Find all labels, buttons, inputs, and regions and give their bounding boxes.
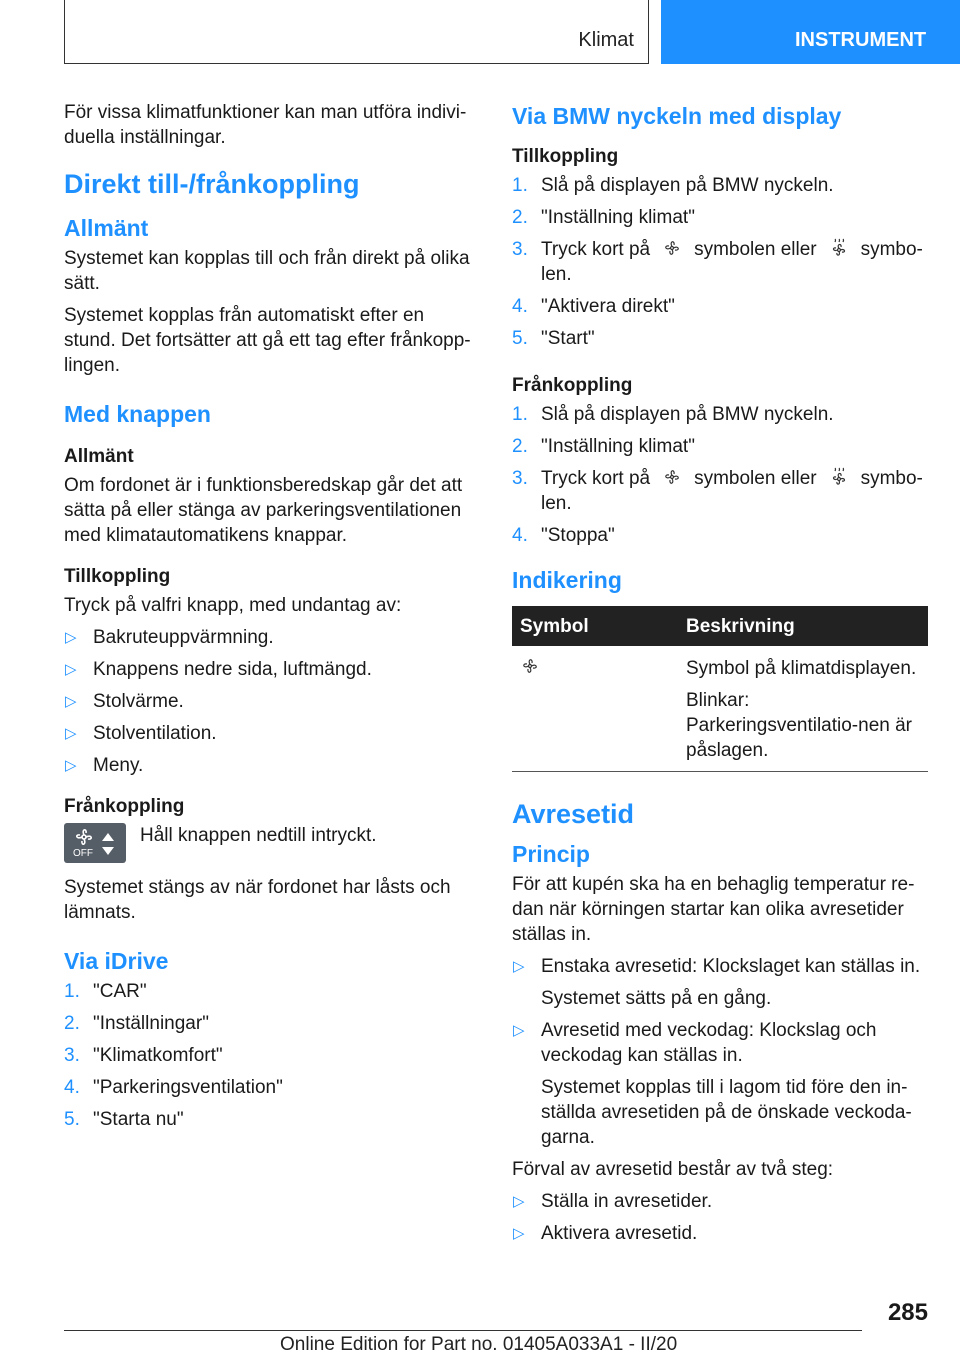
list-item: 5. "Start" <box>512 328 595 349</box>
list-item: ▷ Avresetid med veckodag: Klockslag och veckodag kan ställas in. <box>513 1020 877 1066</box>
heading-indikering: Indikering <box>512 567 622 593</box>
table-row <box>512 646 928 772</box>
triangle-bullet-icon: ▷ <box>513 1022 525 1039</box>
sub-paragraph: Systemet sätts på en gång. <box>541 988 772 1009</box>
intro-text: För vissa klimatfunktioner kan man utföra indivi-duella inställningar. <box>64 102 467 148</box>
forval-steps <box>512 1189 928 1246</box>
fan-icon <box>520 656 540 676</box>
edition-text: Online Edition for Part no. 01405A033A1 - II/20 <box>280 1334 678 1355</box>
list-item: 1. "CAR" <box>64 981 147 1002</box>
list-item: ▷ Knappens nedre sida, luftmängd. <box>65 659 372 680</box>
header-frame <box>64 0 649 64</box>
list-item: 2. "Inställningar" <box>64 1013 209 1034</box>
avresetid-types <box>512 1018 928 1068</box>
table-header-description: Beskrivning <box>678 606 928 646</box>
triangle-bullet-icon: ▷ <box>65 629 77 646</box>
list-item: 4. "Stoppa" <box>512 525 615 546</box>
list-item: 4. "Parkeringsventilation" <box>64 1077 283 1098</box>
subheading-allmant: Allmänt <box>64 446 134 467</box>
heading-via-nyckel: Via BMW nyckeln med display <box>512 103 842 129</box>
key-on-steps <box>512 173 928 351</box>
list-item: ▷ Aktivera avresetid. <box>513 1223 698 1244</box>
chapter-tab-label: INSTRUMENT <box>795 29 927 51</box>
list-item: 1. Slå på displayen på BMW nyckeln. <box>512 404 834 425</box>
button-off-label: OFF <box>73 848 93 859</box>
list-item: ▷ Meny. <box>65 755 144 776</box>
paragraph: För att kupén ska ha en behaglig temperatur re-dan när körningen startar kan olika avresetider ställas in. <box>512 874 915 945</box>
heading-direkt: Direkt till-/frånkoppling <box>64 169 360 199</box>
subheading-tillkoppling: Tillkoppling <box>512 146 619 167</box>
list-item: ▷ Stolventilation. <box>65 723 217 744</box>
table-header-symbol: Symbol <box>512 606 678 646</box>
paragraph: Systemet stängs av när fordonet har låsts och lämnats. <box>64 877 451 923</box>
chapter-tab[interactable] <box>661 0 960 64</box>
triangle-bullet-icon: ▷ <box>65 693 77 710</box>
idrive-steps <box>64 979 476 1132</box>
fan-heat-icon <box>829 238 849 258</box>
exception-list <box>64 625 476 778</box>
right-column <box>512 100 928 1253</box>
fan-heat-icon <box>829 467 849 487</box>
heading-princip: Princip <box>512 841 590 867</box>
subheading-tillkoppling: Tillkoppling <box>64 566 171 587</box>
footer-divider <box>64 1330 862 1331</box>
paragraph: Systemet kan kopplas till och från direkt på olika sätt. <box>64 248 470 294</box>
table-cell-description: Symbol på klimatdisplayen. Blinkar: Parkeringsventilatio-nen är påslagen. <box>678 646 928 772</box>
key-off-steps <box>512 402 928 548</box>
sub-paragraph: Systemet kopplas till i lagom tid före den in-ställda avresetiden på de önskade veckoda-garna. <box>541 1077 912 1148</box>
symbol-table <box>512 606 928 772</box>
triangle-bullet-icon: ▷ <box>65 757 77 774</box>
left-column <box>64 100 476 1139</box>
heading-allmant: Allmänt <box>64 215 149 241</box>
page-number: 285 <box>887 1299 928 1326</box>
list-item: 2. "Inställning klimat" <box>512 436 695 457</box>
fan-icon <box>662 238 682 258</box>
subheading-frankoppling: Frånkoppling <box>64 796 185 817</box>
avresetid-types <box>512 954 928 979</box>
list-item: 3. Tryck kort på symbolen eller symbo-len. <box>512 468 923 514</box>
list-item: ▷ Enstaka avresetid: Klockslaget kan ställas in. <box>513 956 921 977</box>
heading-med-knappen: Med knappen <box>64 401 211 427</box>
fan-icon <box>662 467 682 487</box>
list-item: 4. "Aktivera direkt" <box>512 296 675 317</box>
list-item: 3. "Klimatkomfort" <box>64 1045 223 1066</box>
heading-avresetid: Avresetid <box>512 799 635 829</box>
triangle-bullet-icon: ▷ <box>65 661 77 678</box>
list-item: ▷ Ställa in avresetider. <box>513 1191 713 1212</box>
paragraph: Systemet kopplas från automatiskt efter en stund. Det fortsätter att gå ett tag efter frånkopp-lingen. <box>64 305 471 376</box>
section-title: Klimat <box>578 29 634 51</box>
subheading-frankoppling: Frånkoppling <box>512 375 633 396</box>
hold-text: Håll knappen nedtill intryckt. <box>140 825 377 846</box>
list-item: ▷ Stolvärme. <box>65 691 184 712</box>
fan-off-button-icon <box>64 823 126 863</box>
table-cell-symbol <box>512 646 678 772</box>
list-item: 1. Slå på displayen på BMW nyckeln. <box>512 175 834 196</box>
triangle-bullet-icon: ▷ <box>513 1225 525 1242</box>
triangle-bullet-icon: ▷ <box>513 958 525 975</box>
hold-instruction <box>64 823 476 863</box>
paragraph: Tryck på valfri knapp, med undantag av: <box>64 595 402 616</box>
triangle-bullet-icon: ▷ <box>65 725 77 742</box>
list-item: 5. "Starta nu" <box>64 1109 184 1130</box>
paragraph: Förval av avresetid består av två steg: <box>512 1159 834 1180</box>
paragraph: Om fordonet är i funktionsberedskap går det att sätta på eller stänga av parkeringsventilationen med klimatautomatikens knappar. <box>64 475 463 546</box>
list-item: 2. "Inställning klimat" <box>512 207 695 228</box>
triangle-bullet-icon: ▷ <box>513 1193 525 1210</box>
list-item: ▷ Bakruteuppvärmning. <box>65 627 274 648</box>
list-item: 3. Tryck kort på symbolen eller symbo-len. <box>512 239 923 285</box>
heading-via-idrive: Via iDrive <box>64 948 169 974</box>
